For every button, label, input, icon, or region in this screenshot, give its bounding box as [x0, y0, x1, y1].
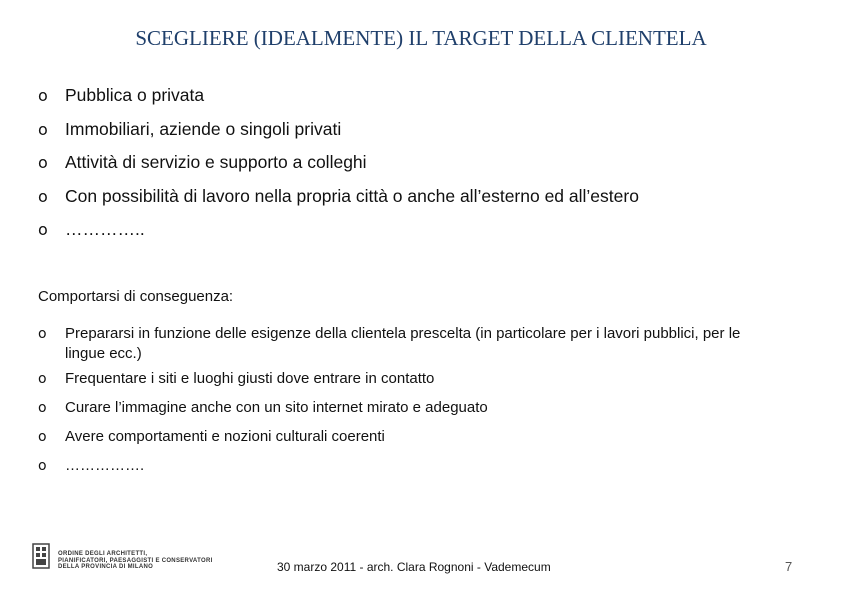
bullet-icon: o [38, 400, 47, 416]
list-item [38, 79, 639, 113]
logo-text [58, 551, 213, 571]
bullet-icon: o [38, 86, 48, 106]
list-item-text: Immobiliari, aziende o singoli privati [65, 118, 342, 139]
list-item-text: Pubblica o privata [65, 85, 205, 106]
list-item [38, 113, 639, 147]
bullet-icon: o [38, 371, 47, 387]
footer-caption: 30 marzo 2011 - arch. Clara Rognoni - Vademecum [277, 560, 551, 574]
list-item [38, 180, 639, 214]
list-item [38, 213, 639, 247]
list-item-text: Attività di servizio e supporto a colleghi [65, 152, 367, 173]
bullet-icon: o [38, 429, 47, 445]
consequence-list [38, 324, 778, 485]
list-item [38, 427, 778, 447]
list-item-text: ………….. [65, 219, 145, 240]
list-item [38, 456, 778, 476]
bullet-icon: o [38, 186, 48, 206]
logo-line: PIANIFICATORI, PAESAGGISTI E CONSERVATORI [58, 557, 213, 564]
bullet-icon: o [38, 458, 47, 474]
organization-logo [32, 543, 242, 583]
list-item-text: Frequentare i siti e luoghi giusti dove entrare in contatto [65, 370, 435, 387]
list-item-text: Con possibilità di lavoro nella propria città o anche all’esterno ed all’estero [65, 185, 639, 206]
slide-title: SCEGLIERE (IDEALMENTE) IL TARGET DELLA CLIENTELA [135, 26, 707, 50]
consequence-heading: Comportarsi di conseguenza: [38, 288, 234, 305]
list-item-text: Avere comportamenti e nozioni culturali coerenti [65, 428, 385, 445]
page-number: 7 [785, 559, 793, 574]
list-item [38, 146, 639, 180]
target-list [38, 79, 639, 247]
list-item [38, 369, 778, 389]
list-item [38, 324, 778, 364]
bullet-icon: o [38, 326, 47, 342]
logo-line: DELLA PROVINCIA DI MILANO [58, 564, 154, 570]
list-item [38, 398, 778, 418]
list-item-text: Curare l’immagine anche con un sito internet mirato e adeguato [65, 399, 488, 416]
logo-emblem-icon [32, 543, 50, 569]
list-item-text: Prepararsi in funzione delle esigenze della clientela prescelta (in particolare per i lavori pubblici, per le lingue ecc.) [65, 325, 741, 362]
bullet-icon: o [38, 220, 48, 240]
list-item-text: ……………. [65, 457, 145, 474]
bullet-icon: o [38, 119, 48, 139]
bullet-icon: o [38, 153, 48, 173]
logo-line: ORDINE DEGLI ARCHITETTI, [58, 551, 148, 557]
